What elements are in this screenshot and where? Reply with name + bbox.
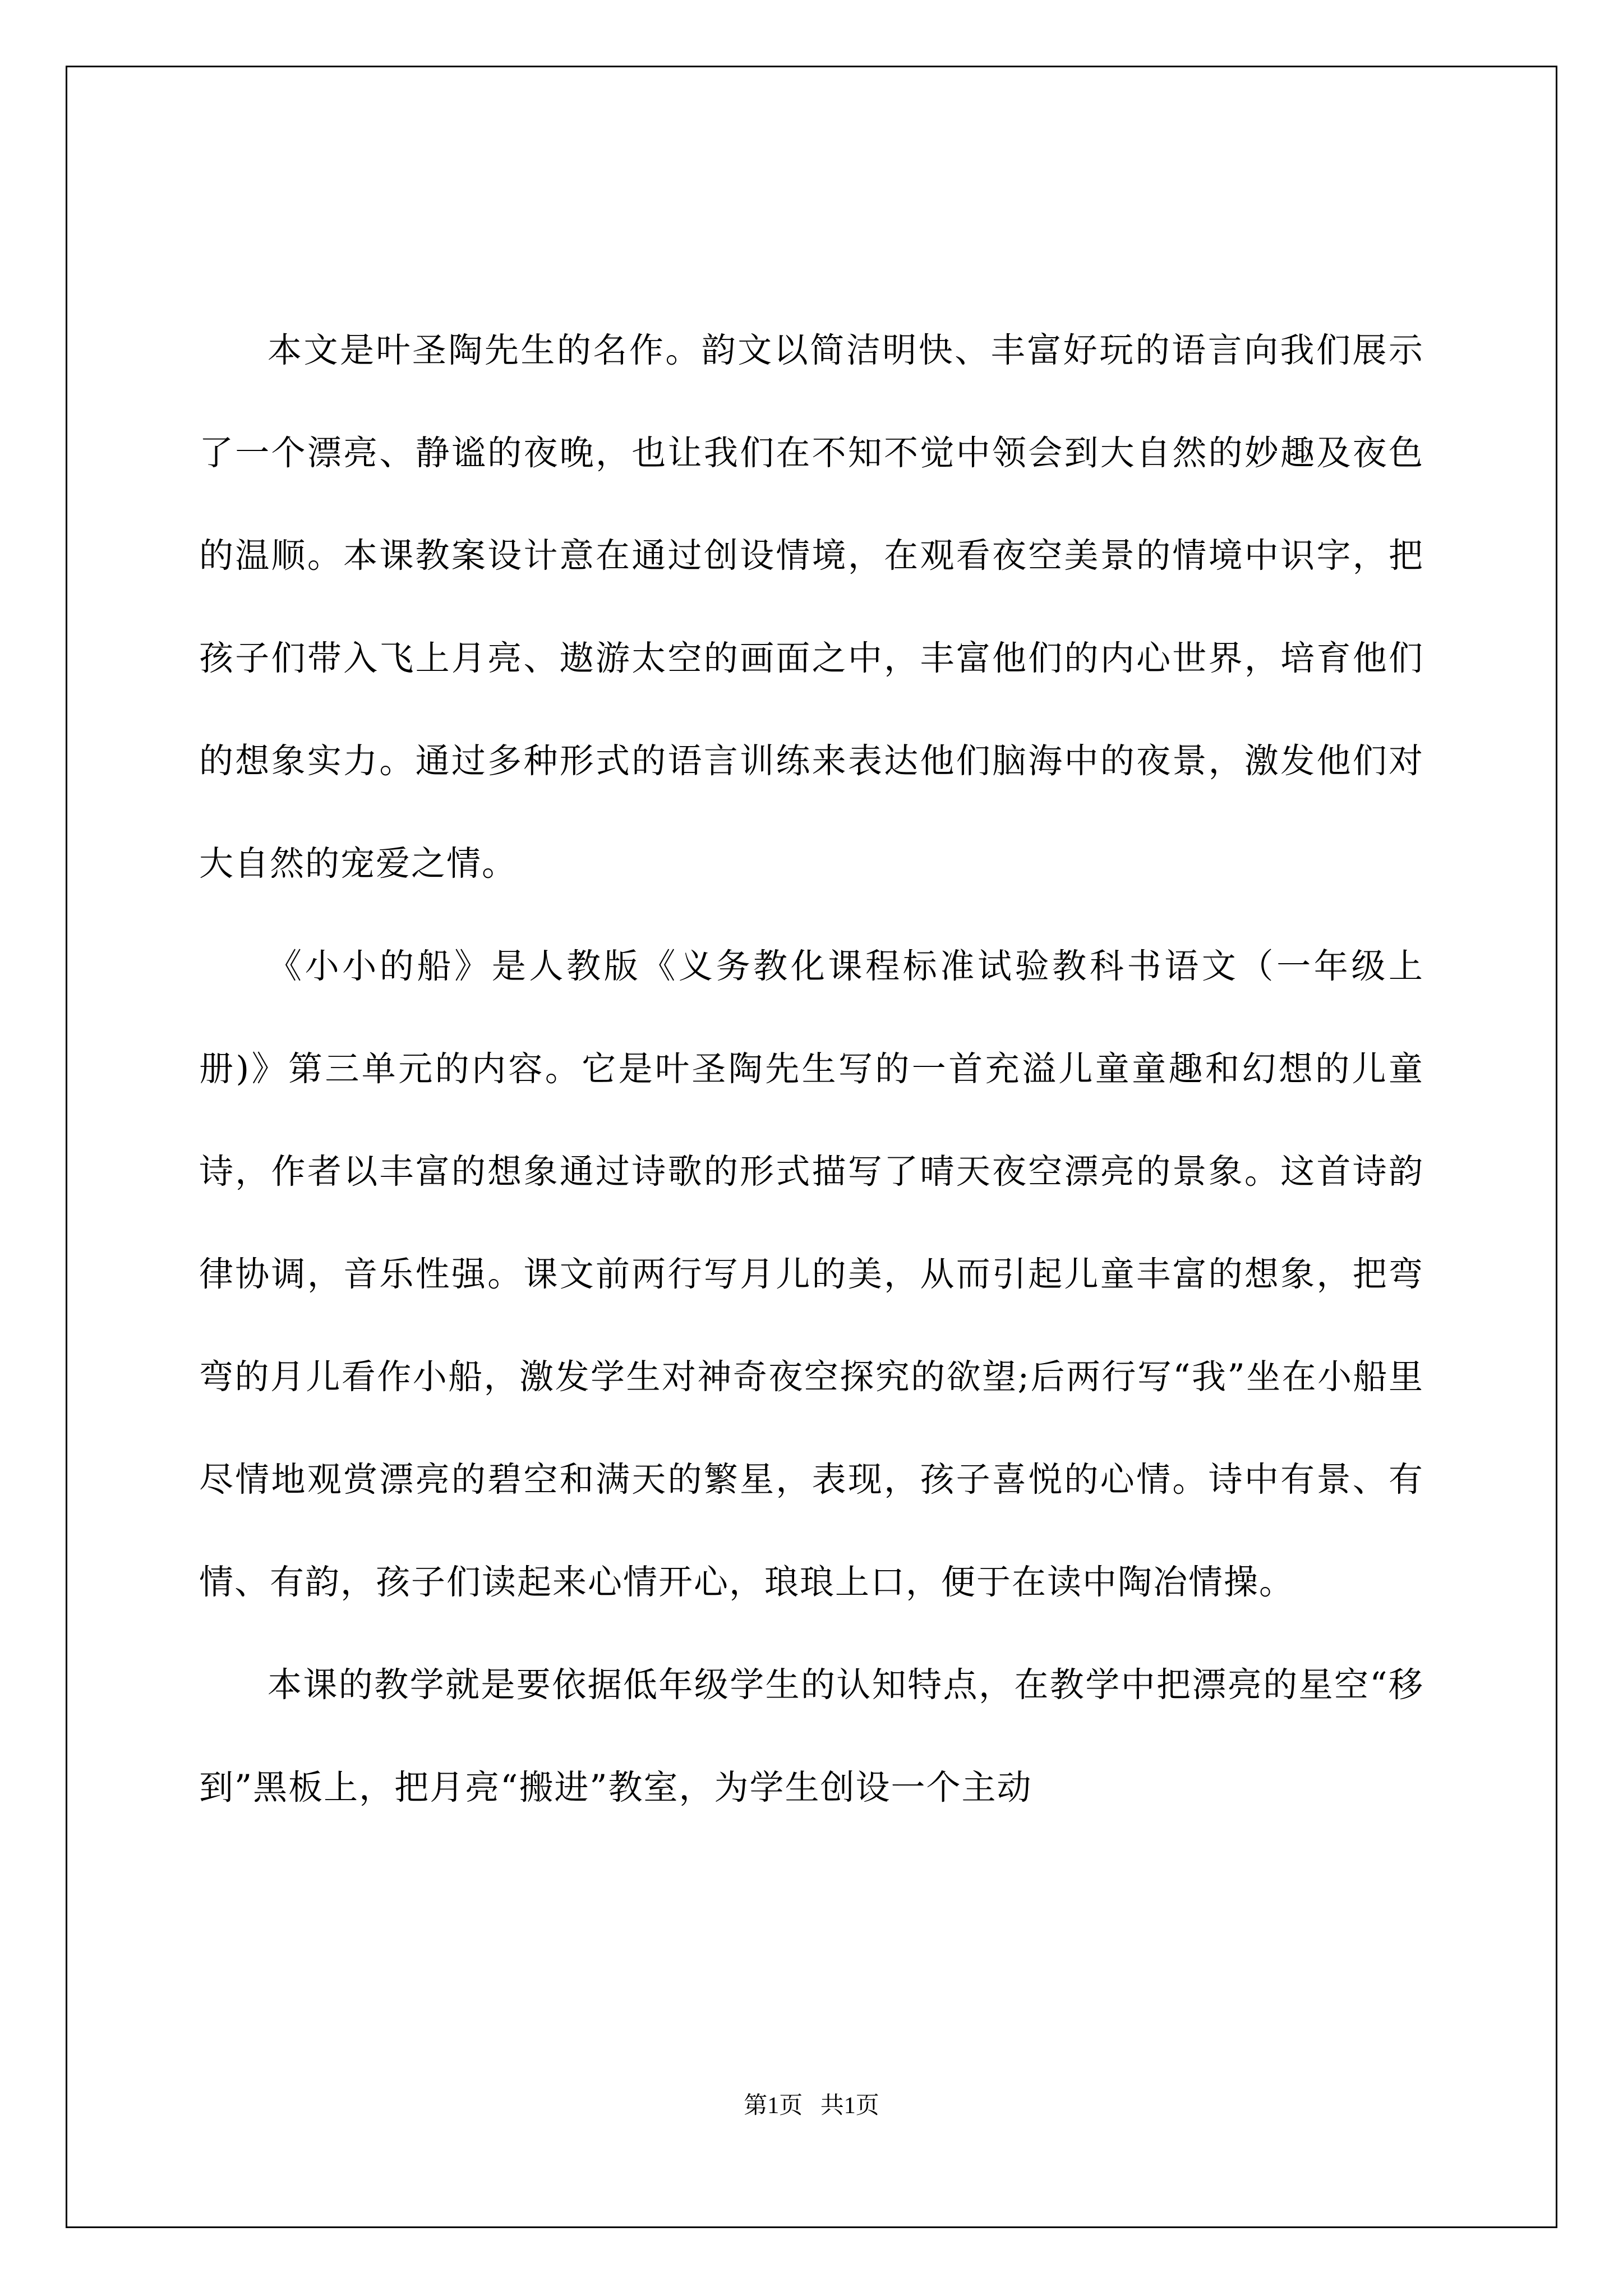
page-number-footer: 第1页 共1页	[744, 2093, 879, 2119]
paragraph-intro: 本文是叶圣陶先生的名作。韵文以简洁明快、丰富好玩的语言向我们展示了一个漂亮、静谧的夜晚，也让我们在不知不觉中领会到大自然的妙趣及夜色的温顺。本课教案设计意在通过创设情境，在观看夜空美景的情境中识字，把孩子们带入飞上月亮、遨游太空的画面之中，丰富他们的内心世界，培育他们的想象实力。通过多种形式的语言训练来表达他们脑海中的夜景，激发他们对大自然的宠爱之情。	[199, 330, 1424, 884]
paragraph-teaching-approach: 本课的教学就是要依据低年级学生的认知特点，在教学中把漂亮的星空“移到”黑板上，把月亮“搬进”教室，为学生创设一个主动	[199, 1665, 1424, 1807]
document-body	[199, 299, 1424, 1839]
paragraph-textbook-analysis: 《小小的船》是人教版《义务教化课程标准试验教科书语文（一年级上册)》第三单元的内容。它是叶圣陶先生写的一首充溢儿童童趣和幻想的儿童诗，作者以丰富的想象通过诗歌的形式描写了晴天夜空漂亮的景象。这首诗韵律协调，音乐性强。课文前两行写月儿的美，从而引起儿童丰富的想象，把弯弯的月儿看作小船，激发学生对神奇夜空探究的欲望;后两行写“我”坐在小船里尽情地观赏漂亮的碧空和满天的繁星，表现，孩子喜悦的心情。诗中有景、有情、有韵，孩子们读起来心情开心，琅琅上口，便于在读中陶冶情操。	[199, 946, 1424, 1602]
